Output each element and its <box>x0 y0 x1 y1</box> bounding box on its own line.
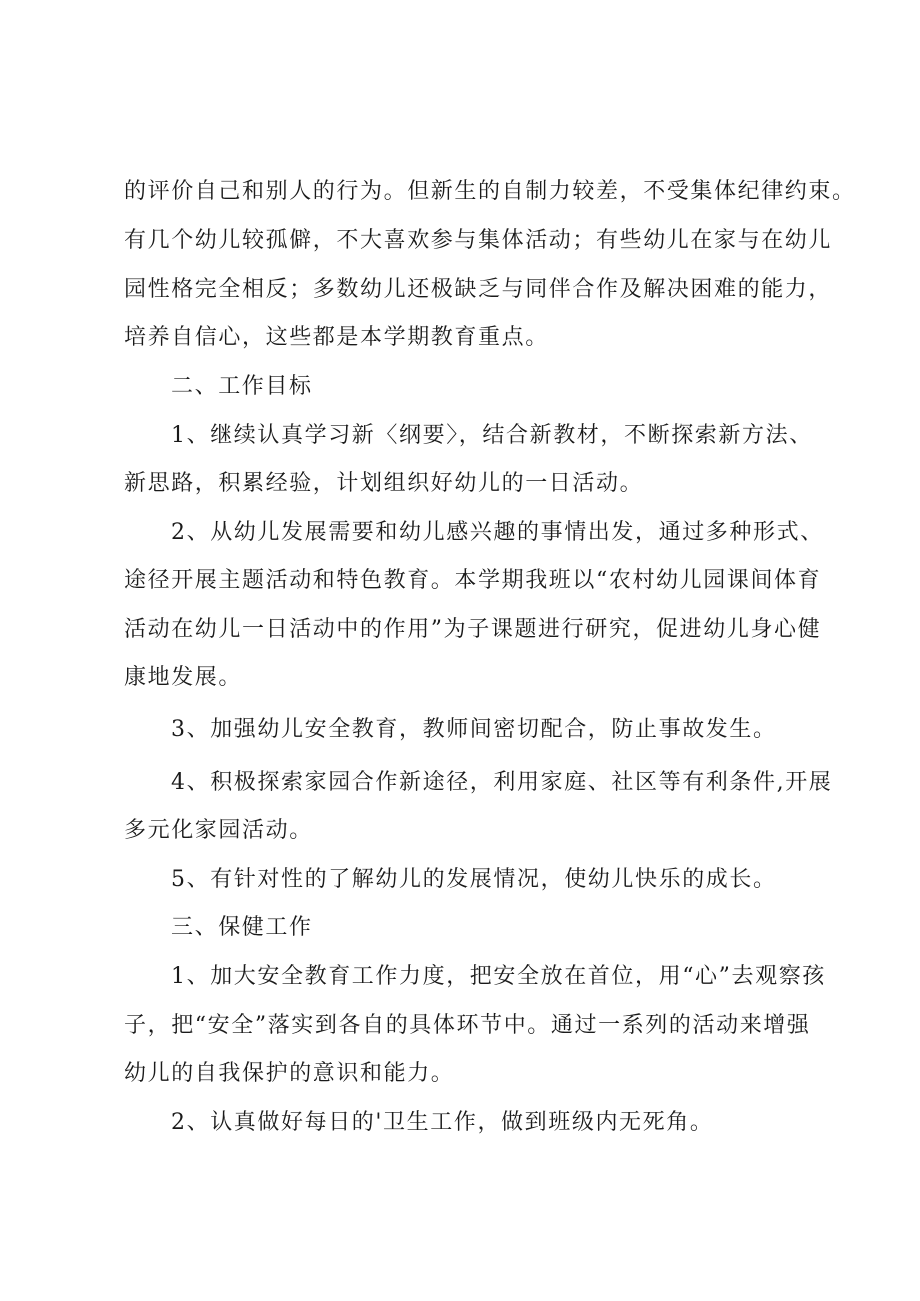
list-item-line: 途径开展主题活动和特色教育。本学期我班以“农村幼儿园课间体育 <box>124 568 822 593</box>
paragraph-line: 培养自信心，这些都是本学期教育重点。 <box>124 325 549 350</box>
paragraph-line: 有几个幼儿较孤僻，不大喜欢参与集体活动；有些幼儿在家与在幼儿 <box>124 228 833 253</box>
list-item-line: 子，把“安全”落实到各自的具体环节中。通过一系列的活动来增强 <box>124 1013 811 1038</box>
list-item-line: 5、有针对性的了解幼儿的发展情况，使幼儿快乐的成长。 <box>171 867 777 892</box>
section-heading: 二、工作目标 <box>171 374 313 399</box>
paragraph-line: 园性格完全相反；多数幼儿还极缺乏与同伴合作及解决困难的能力， <box>124 277 833 302</box>
list-item-line: 2、从幼儿发展需要和幼儿感兴趣的事情出发，通过多种形式、 <box>171 520 824 545</box>
section-heading: 三、保健工作 <box>171 915 313 940</box>
list-item-line: 康地发展。 <box>124 665 243 690</box>
list-item-line: 1、继续认真学习新〈纲要〉，结合新教材，不断探索新方法、 <box>171 423 813 448</box>
list-item-line: 2、认真做好每日的'卫生工作，做到班级内无死角。 <box>171 1110 714 1135</box>
list-item-line: 多元化家园活动。 <box>124 818 313 843</box>
list-item-line: 4、积极探索家园合作新途径，利用家庭、社区等有利条件,开展 <box>171 770 833 795</box>
list-item-line: 3、加强幼儿安全教育，教师间密切配合，防止事故发生。 <box>171 717 777 742</box>
list-item-line: 1、加大安全教育工作力度，把安全放在首位，用“心”去观察孩 <box>171 964 826 989</box>
paragraph-line: 的评价自己和别人的行为。但新生的自制力较差，不受集体纪律约束。 <box>124 179 856 204</box>
list-item-line: 活动在幼儿一日活动中的作用”为子课题进行研究，促进幼儿身心健 <box>124 617 822 642</box>
list-item-line: 幼儿的自我保护的意识和能力。 <box>124 1061 455 1086</box>
list-item-line: 新思路，积累经验，计划组织好幼儿的一日活动。 <box>124 471 644 496</box>
